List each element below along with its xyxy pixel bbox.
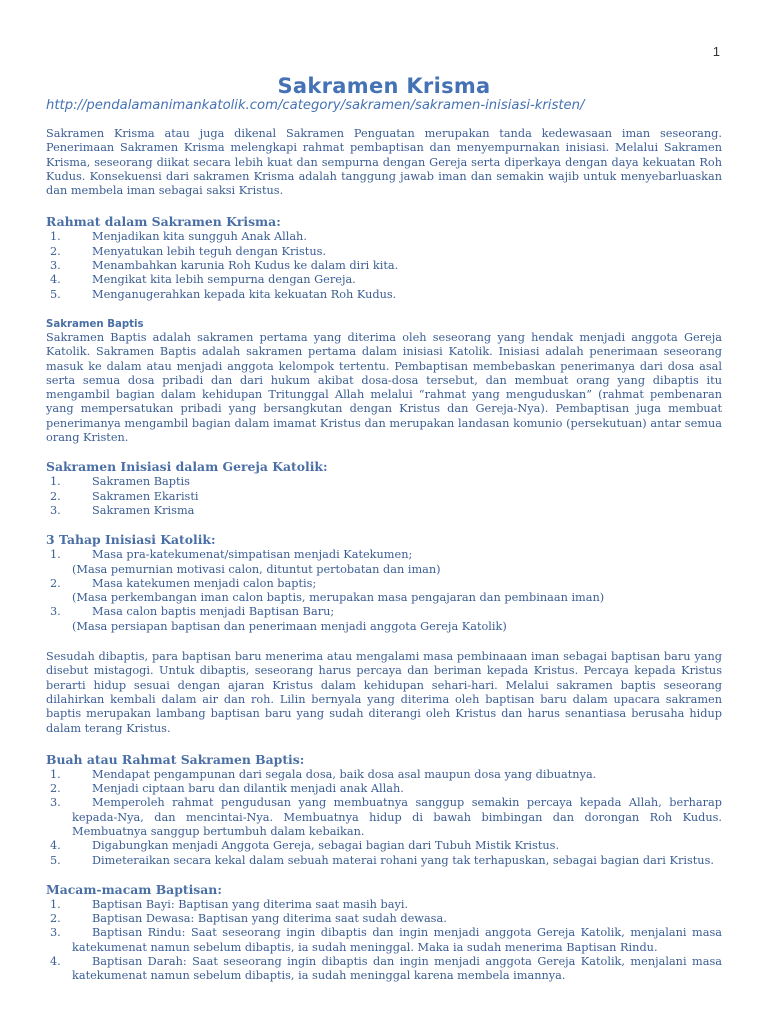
buah-list xyxy=(46,768,722,868)
list-item: 3. Sakramen Krisma xyxy=(50,503,195,517)
macam-heading: Macam-macam Baptisan: xyxy=(46,881,222,897)
list-item: 1. Baptisan Bayi: Baptisan yang diterima saat masih bayi. xyxy=(50,897,409,911)
list-item: 1. Masa pra-katekumenat/simpatisan menjadi Katekumen; (Masa pemurnian motivasi calon, dituntut pertobatan dan iman) xyxy=(50,548,441,576)
list-item: 5. Menganugerahkan kepada kita kekuatan Roh Kudus. xyxy=(50,287,397,301)
list-item: 2. Masa katekumen menjadi calon baptis; (Masa perkembangan iman calon baptis, merupakan masa pengajaran dan pembinaan iman) xyxy=(50,576,605,605)
list-item: 2. Sakramen Ekaristi xyxy=(50,489,199,503)
baptis-heading: Sakramen Baptis xyxy=(46,318,144,330)
rahmat-krisma-heading: Rahmat dalam Sakramen Krisma: xyxy=(46,214,281,230)
inisiasi-heading: Sakramen Inisiasi dalam Gereja Katolik: xyxy=(46,459,328,475)
list-item: 1. Menjadikan kita sungguh Anak Allah. xyxy=(50,230,307,244)
list-item: 3. Memperoleh rahmat pengudusan yang membuatnya sanggup semakin percaya kepada Allah, berharap kepada-Nya, dan mencintai-Nya. Membuatnya hidup di bawah bimbingan dan dorongan Roh Kudus. Membuatnya sanggup bertumbuh dalam kebaikan. xyxy=(50,796,722,838)
intro-paragraph: Sakramen Krisma atau juga dikenal Sakramen Penguatan merupakan tanda kedewasaan iman seseorang. Penerimaan Sakramen Krisma melengkapi rahmat pembaptisan dan menyempurnakan inisiasi. Melalui Sakramen Krisma, seseorang diikat secara lebih kuat dan sempurna dengan Gereja serta diperkaya dengan daya kekuatan Roh Kudus. Konsekuensi dari sakramen Krisma adalah tanggung jawab iman dan semakin wajib untuk menyebarluaskan dan membela iman sebagai saksi Kristus. xyxy=(46,127,722,198)
list-item: 3. Baptisan Rindu: Saat seseorang ingin dibaptis dan ingin menjadi anggota Gereja Katolik, menjalani masa katekumenat namun sebelum dibaptis, ia sudah meninggal. Maka ia sudah menerima Baptisan Rindu. xyxy=(50,926,722,954)
list-item: 2. Baptisan Dewasa: Baptisan yang diterima saat sudah dewasa. xyxy=(50,912,447,926)
document-title: Sakramen Krisma xyxy=(277,74,491,98)
list-item: 2. Menyatukan lebih teguh dengan Kristus. xyxy=(50,244,326,258)
tahap-list xyxy=(46,548,722,634)
rahmat-krisma-list xyxy=(46,230,722,301)
list-item: 2. Menjadi ciptaan baru dan dilantik menjadi anak Allah. xyxy=(50,782,404,796)
list-item: 4. Digabungkan menjadi Anggota Gereja, sebagai bagian dari Tubuh Mistik Kristus. xyxy=(50,839,560,853)
list-item: 5. Dimeteraikan secara kekal dalam sebuah materai rohani yang tak terhapuskan, sebagai bagian dari Kristus. xyxy=(50,853,714,867)
inisiasi-list xyxy=(46,475,722,518)
mistagogi-paragraph: Sesudah dibaptis, para baptisan baru menerima atau mengalami masa pembinaaan iman sebagai baptisan baru yang disebut mistagogi. Untuk dibaptis, seseorang harus percaya dan beriman kepada Kristus. Percaya kepada Kristus berarti hidup sesuai dengan ajaran Kristus dalam kehidupan sehari-hari. Melalui sakramen baptis seseorang dilahirkan kembali dalam air dan roh. Lilin bernyala yang diterima oleh baptisan baru dalam upacara sakramen baptis merupakan lambang baptisan baru yang sudah diterangi oleh Kristus dan harus senantiasa berusaha hidup dalam terang Kristus. xyxy=(46,650,722,735)
source-url: http://pendalamanimankatolik.com/category/sakramen/sakramen-inisiasi-kristen/ xyxy=(46,98,585,113)
baptis-paragraph: Sakramen Baptis adalah sakramen pertama yang diterima oleh seseorang yang hendak menjadi anggota Gereja Katolik. Sakramen Baptis adalah sakramen pertama dalam inisiasi Katolik. Inisiasi adalah penerimaan seseorang masuk ke dalam atau menjadi anggota kelompok tertentu. Pembaptisan membebaskan penerimanya dari dosa asal serta semua dosa pribadi dan dari hukum akibat dosa-dosa tersebut, dan membuat orang yang dibaptis itu mengambil bagian dalam kehidupan Tritunggal Allah melalui “rahmat yang menguduskan” (rahmat pembenaran yang mempersatukan pribadi yang bersangkutan dengan Kristus dan Gereja-Nya). Pembaptisan juga membuat penerimanya mengambil bagian dalam imamat Kristus dan merupakan landasan komunio (persekutuan) antar semua orang Kristen. xyxy=(46,330,722,445)
list-item: 4. Baptisan Darah: Saat seseorang ingin dibaptis dan ingin menjadi anggota Gereja Katolik, menjalani masa katekumenat namun sebelum dibaptis, ia sudah meninggal karena membela imannya. xyxy=(50,955,722,983)
macam-list xyxy=(46,898,722,984)
buah-heading: Buah atau Rahmat Sakramen Baptis: xyxy=(46,751,305,767)
page-number: 1 xyxy=(712,44,720,59)
list-item: 3. Menambahkan karunia Roh Kudus ke dalam diri kita. xyxy=(50,259,399,273)
list-item: 3. Masa calon baptis menjadi Baptisan Baru; (Masa persiapan baptisan dan penerimaan menjadi anggota Gereja Katolik) xyxy=(50,605,507,633)
document-body xyxy=(46,127,722,984)
list-item: 4. Mengikat kita lebih sempurna dengan Gereja. xyxy=(50,273,356,287)
list-item: 1. Mendapat pengampunan dari segala dosa, baik dosa asal maupun dosa yang dibuatnya. xyxy=(50,767,597,781)
list-item: 1. Sakramen Baptis xyxy=(50,475,190,489)
tahap-heading: 3 Tahap Inisiasi Katolik: xyxy=(46,532,216,548)
